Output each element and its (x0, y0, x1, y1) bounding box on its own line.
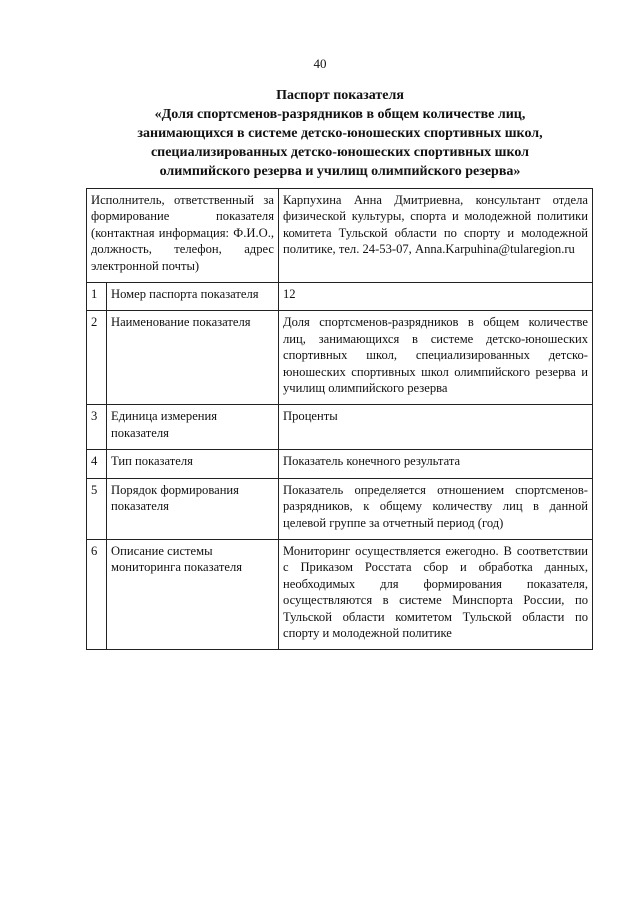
title-line: занимающихся в системе детско-юношеских спортивных школ, (137, 126, 543, 141)
row-number: 5 (87, 478, 107, 539)
row-value: Показатель определяется отношением спортсменов-разрядников, к общему количеству лиц в данной целевой группе за отчетный период (год) (279, 478, 593, 539)
row-number: 2 (87, 311, 107, 405)
row-value: Доля спортсменов-разрядников в общем количестве лиц, занимающихся в системе детско-юношеских спортивных школ, специализированных детско-юношеских спортивных школ олимпийского резерва и училищ олимпийского резерва (279, 311, 593, 405)
document-title (80, 86, 600, 181)
executor-value: Карпухина Анна Дмитриевна, консультант отдела физической культуры, спорта и молодежной политики комитета Тульской области по спорту и молодежной политике, тел. 24-53-07, Anna.Karpuhina@tularegion.ru (279, 189, 593, 283)
row-name: Описание системы мониторинга показателя (107, 539, 279, 649)
page-number: 40 (313, 56, 327, 71)
row-value: Показатель конечного результата (279, 450, 593, 478)
title-line: специализированных детско-юношеских спортивных школ (150, 145, 530, 160)
title-line: Паспорт показателя (276, 88, 404, 103)
row-number: 3 (87, 405, 107, 450)
row-number: 6 (87, 539, 107, 649)
executor-row (87, 189, 593, 283)
row-name: Тип показателя (107, 450, 279, 478)
row-name: Порядок формирования показателя (107, 478, 279, 539)
row-value: 12 (279, 283, 593, 311)
table-row (87, 405, 593, 450)
table-row (87, 450, 593, 478)
passport-table (86, 188, 593, 650)
row-number: 4 (87, 450, 107, 478)
row-name: Единица измерения показателя (107, 405, 279, 450)
row-number: 1 (87, 283, 107, 311)
row-name: Номер паспорта показателя (107, 283, 279, 311)
table-row (87, 311, 593, 405)
title-line: «Доля спортсменов-разрядников в общем количестве лиц, (154, 107, 526, 122)
title-line: олимпийского резерва и училищ олимпийского резерва» (159, 164, 521, 179)
executor-label: Исполнитель, ответственный за формирование показателя (контактная информация: Ф.И.О., должность, телефон, адрес электронной почты) (87, 189, 279, 283)
row-value: Мониторинг осуществляется ежегодно. В соответствии с Приказом Росстата сбор и обработка данных, необходимых для формирования показателя, осуществляются в системе Минспорта России, по Тульской области комитетом Тульской области по спорту и молодежной политике (279, 539, 593, 649)
table-row (87, 539, 593, 649)
row-name: Наименование показателя (107, 311, 279, 405)
table-row (87, 478, 593, 539)
table-row (87, 283, 593, 311)
row-value: Проценты (279, 405, 593, 450)
